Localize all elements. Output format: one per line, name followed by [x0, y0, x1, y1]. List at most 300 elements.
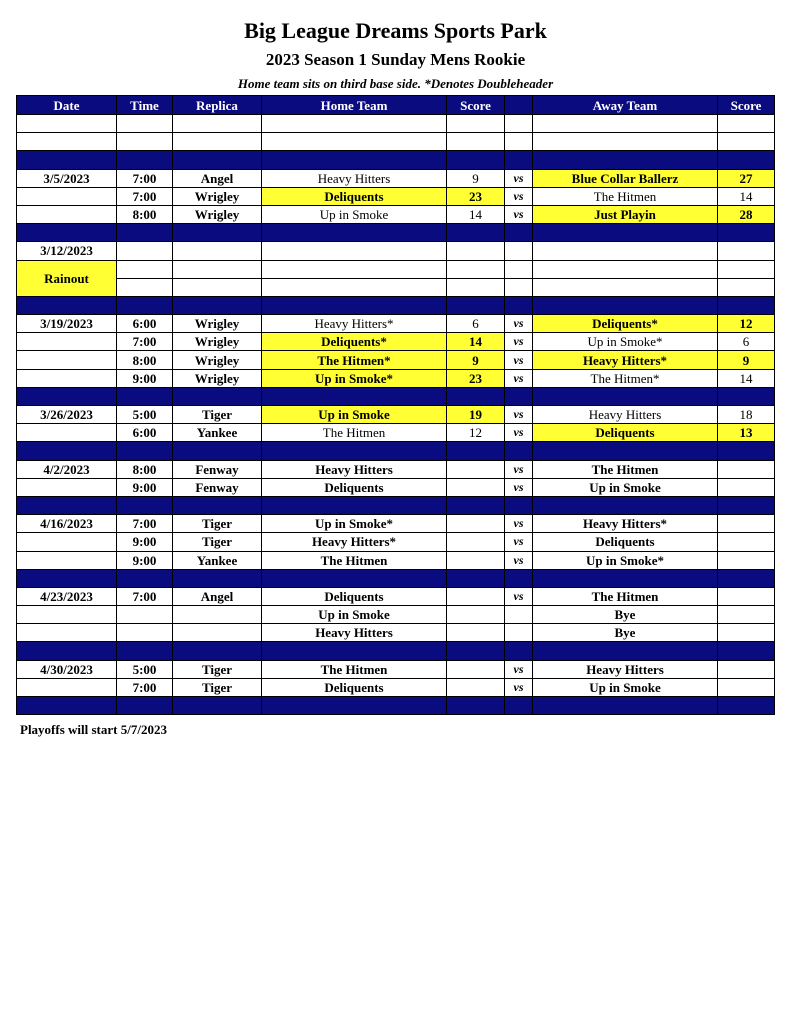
date-cell: [17, 333, 117, 351]
separator-cell: [533, 151, 718, 169]
time-cell: 7:00: [117, 587, 173, 605]
separator-cell: [262, 296, 447, 314]
replica-cell: [173, 278, 262, 296]
separator-cell: [447, 224, 505, 242]
table-row: [17, 278, 775, 296]
table-row: [17, 460, 775, 478]
away-team-cell: Deliquents: [533, 533, 718, 551]
table-row: [17, 533, 775, 551]
separator-row: [17, 387, 775, 405]
time-cell: 6:00: [117, 315, 173, 333]
separator-cell: [173, 496, 262, 514]
column-header: Away Team: [533, 96, 718, 115]
separator-row: [17, 296, 775, 314]
separator-cell: [718, 224, 775, 242]
separator-cell: [173, 642, 262, 660]
home-score-cell: 14: [447, 333, 505, 351]
table-row: [17, 406, 775, 424]
separator-cell: [447, 569, 505, 587]
separator-cell: [117, 442, 173, 460]
separator-cell: [505, 642, 533, 660]
vs-cell: vs: [505, 333, 533, 351]
replica-cell: Wrigley: [173, 369, 262, 387]
vs-cell: [505, 242, 533, 260]
table-row: [17, 660, 775, 678]
time-cell: 9:00: [117, 533, 173, 551]
home-team-cell: The Hitmen*: [262, 351, 447, 369]
home-team-cell: Heavy Hitters: [262, 624, 447, 642]
time-cell: 7:00: [117, 169, 173, 187]
table-row: [17, 369, 775, 387]
replica-cell: Tiger: [173, 660, 262, 678]
home-team-cell: Heavy Hitters: [262, 169, 447, 187]
replica-cell: Tiger: [173, 515, 262, 533]
home-score-cell: 23: [447, 187, 505, 205]
separator-cell: [173, 442, 262, 460]
home-team-cell: [262, 260, 447, 278]
vs-cell: [505, 115, 533, 133]
separator-row: [17, 224, 775, 242]
column-header: [505, 96, 533, 115]
separator-cell: [718, 642, 775, 660]
away-score-cell: 13: [718, 424, 775, 442]
date-cell: 4/30/2023: [17, 660, 117, 678]
away-team-cell: The Hitmen: [533, 460, 718, 478]
vs-cell: vs: [505, 478, 533, 496]
date-cell: [17, 678, 117, 696]
time-cell: [117, 133, 173, 151]
schedule-table: [16, 95, 775, 715]
separator-cell: [718, 387, 775, 405]
separator-row: [17, 642, 775, 660]
separator-cell: [17, 496, 117, 514]
table-row: [17, 315, 775, 333]
table-row: [17, 624, 775, 642]
date-cell: [17, 478, 117, 496]
vs-cell: vs: [505, 551, 533, 569]
separator-cell: [533, 387, 718, 405]
home-score-cell: [447, 460, 505, 478]
date-cell: [17, 606, 117, 624]
away-score-cell: 14: [718, 369, 775, 387]
away-score-cell: 12: [718, 315, 775, 333]
vs-cell: vs: [505, 187, 533, 205]
away-score-cell: [718, 260, 775, 278]
replica-cell: Wrigley: [173, 187, 262, 205]
home-score-cell: [447, 515, 505, 533]
home-team-cell: Deliquents: [262, 678, 447, 696]
time-cell: 7:00: [117, 333, 173, 351]
separator-cell: [117, 697, 173, 715]
vs-cell: vs: [505, 515, 533, 533]
vs-cell: [505, 133, 533, 151]
column-header: Score: [718, 96, 775, 115]
date-cell: [17, 205, 117, 223]
separator-row: [17, 151, 775, 169]
separator-cell: [117, 642, 173, 660]
table-row: [17, 242, 775, 260]
away-team-cell: [533, 133, 718, 151]
vs-cell: vs: [505, 424, 533, 442]
separator-cell: [17, 387, 117, 405]
vs-cell: vs: [505, 678, 533, 696]
vs-cell: vs: [505, 315, 533, 333]
separator-cell: [262, 642, 447, 660]
away-team-cell: The Hitmen: [533, 587, 718, 605]
away-team-cell: [533, 242, 718, 260]
home-score-cell: 19: [447, 406, 505, 424]
replica-cell: [173, 242, 262, 260]
home-score-cell: 9: [447, 169, 505, 187]
schedule-note: Home team sits on third base side. *Denotes Doubleheader: [237, 76, 554, 91]
table-row: [17, 187, 775, 205]
replica-cell: Angel: [173, 587, 262, 605]
time-cell: [117, 242, 173, 260]
separator-cell: [447, 496, 505, 514]
separator-cell: [718, 296, 775, 314]
date-cell: 3/12/2023: [17, 242, 117, 260]
separator-cell: [117, 387, 173, 405]
away-score-cell: 18: [718, 406, 775, 424]
separator-cell: [117, 224, 173, 242]
time-cell: 5:00: [117, 406, 173, 424]
separator-cell: [505, 296, 533, 314]
separator-cell: [533, 496, 718, 514]
away-score-cell: [718, 515, 775, 533]
away-score-cell: 9: [718, 351, 775, 369]
separator-cell: [447, 387, 505, 405]
home-team-cell: [262, 133, 447, 151]
time-cell: 9:00: [117, 478, 173, 496]
table-row: [17, 205, 775, 223]
home-score-cell: 23: [447, 369, 505, 387]
replica-cell: [173, 133, 262, 151]
home-score-cell: [447, 606, 505, 624]
separator-cell: [173, 697, 262, 715]
date-cell: 4/2/2023: [17, 460, 117, 478]
time-cell: 8:00: [117, 351, 173, 369]
vs-cell: [505, 606, 533, 624]
separator-row: [17, 442, 775, 460]
home-score-cell: 14: [447, 205, 505, 223]
separator-cell: [17, 569, 117, 587]
away-team-cell: The Hitmen*: [533, 369, 718, 387]
separator-cell: [117, 296, 173, 314]
separator-cell: [117, 496, 173, 514]
table-row: [17, 260, 775, 278]
column-header: Date: [17, 96, 117, 115]
vs-cell: vs: [505, 169, 533, 187]
date-cell: Rainout: [17, 260, 117, 296]
vs-cell: vs: [505, 587, 533, 605]
home-team-cell: Up in Smoke: [262, 406, 447, 424]
vs-cell: vs: [505, 460, 533, 478]
separator-cell: [505, 224, 533, 242]
date-cell: [17, 115, 117, 133]
away-team-cell: [533, 260, 718, 278]
vs-cell: [505, 260, 533, 278]
separator-cell: [447, 296, 505, 314]
away-team-cell: The Hitmen: [533, 187, 718, 205]
table-row: [17, 587, 775, 605]
home-team-cell: Heavy Hitters: [262, 460, 447, 478]
away-score-cell: [718, 133, 775, 151]
replica-cell: Wrigley: [173, 315, 262, 333]
replica-cell: Tiger: [173, 533, 262, 551]
time-cell: [117, 278, 173, 296]
separator-cell: [262, 387, 447, 405]
away-team-cell: Heavy Hitters*: [533, 515, 718, 533]
column-header: Replica: [173, 96, 262, 115]
column-header: Time: [117, 96, 173, 115]
date-cell: 3/19/2023: [17, 315, 117, 333]
replica-cell: Wrigley: [173, 351, 262, 369]
table-row: [17, 351, 775, 369]
separator-cell: [173, 151, 262, 169]
separator-cell: [117, 151, 173, 169]
separator-cell: [173, 296, 262, 314]
vs-cell: vs: [505, 406, 533, 424]
away-team-cell: Bye: [533, 624, 718, 642]
table-header-row: [17, 96, 775, 115]
separator-cell: [533, 442, 718, 460]
vs-cell: vs: [505, 205, 533, 223]
separator-cell: [718, 569, 775, 587]
home-score-cell: [447, 660, 505, 678]
away-score-cell: [718, 115, 775, 133]
date-cell: [17, 533, 117, 551]
away-team-cell: Heavy Hitters*: [533, 351, 718, 369]
table-row: [17, 678, 775, 696]
time-cell: 7:00: [117, 678, 173, 696]
away-team-cell: Up in Smoke*: [533, 551, 718, 569]
replica-cell: Tiger: [173, 678, 262, 696]
separator-cell: [17, 151, 117, 169]
separator-row: [17, 496, 775, 514]
away-score-cell: [718, 678, 775, 696]
away-team-cell: Up in Smoke*: [533, 333, 718, 351]
away-team-cell: Heavy Hitters: [533, 660, 718, 678]
home-team-cell: [262, 242, 447, 260]
table-row: [17, 478, 775, 496]
date-cell: 4/23/2023: [17, 587, 117, 605]
away-team-cell: Bye: [533, 606, 718, 624]
separator-cell: [718, 151, 775, 169]
home-team-cell: The Hitmen: [262, 424, 447, 442]
table-row: [17, 515, 775, 533]
date-cell: [17, 187, 117, 205]
separator-cell: [262, 496, 447, 514]
home-score-cell: [447, 133, 505, 151]
separator-cell: [533, 224, 718, 242]
home-team-cell: The Hitmen: [262, 660, 447, 678]
home-team-cell: The Hitmen: [262, 551, 447, 569]
column-header: Score: [447, 96, 505, 115]
home-score-cell: [447, 551, 505, 569]
away-score-cell: [718, 587, 775, 605]
home-team-cell: Up in Smoke*: [262, 369, 447, 387]
column-header: Home Team: [262, 96, 447, 115]
home-team-cell: Deliquents: [262, 478, 447, 496]
schedule-body: [17, 115, 775, 715]
away-score-cell: [718, 242, 775, 260]
date-cell: [17, 624, 117, 642]
date-cell: 4/16/2023: [17, 515, 117, 533]
separator-cell: [262, 442, 447, 460]
away-score-cell: 14: [718, 187, 775, 205]
separator-cell: [505, 151, 533, 169]
replica-cell: [173, 624, 262, 642]
away-score-cell: [718, 551, 775, 569]
table-row: [17, 169, 775, 187]
separator-cell: [447, 642, 505, 660]
table-row: [17, 551, 775, 569]
time-cell: 9:00: [117, 551, 173, 569]
home-team-cell: Heavy Hitters*: [262, 533, 447, 551]
separator-cell: [117, 569, 173, 587]
replica-cell: Tiger: [173, 406, 262, 424]
separator-cell: [447, 151, 505, 169]
away-team-cell: Up in Smoke: [533, 678, 718, 696]
separator-cell: [262, 697, 447, 715]
home-score-cell: [447, 278, 505, 296]
playoffs-note: Playoffs will start 5/7/2023: [20, 722, 167, 737]
time-cell: 9:00: [117, 369, 173, 387]
away-score-cell: [718, 624, 775, 642]
vs-cell: [505, 624, 533, 642]
away-team-cell: Just Playin: [533, 205, 718, 223]
time-cell: [117, 115, 173, 133]
home-score-cell: [447, 115, 505, 133]
away-score-cell: [718, 533, 775, 551]
home-team-cell: Heavy Hitters*: [262, 315, 447, 333]
home-team-cell: Deliquents*: [262, 333, 447, 351]
time-cell: 8:00: [117, 205, 173, 223]
separator-cell: [533, 296, 718, 314]
vs-cell: vs: [505, 369, 533, 387]
separator-cell: [17, 697, 117, 715]
separator-cell: [447, 697, 505, 715]
away-score-cell: [718, 478, 775, 496]
separator-cell: [173, 224, 262, 242]
replica-cell: [173, 260, 262, 278]
away-team-cell: Heavy Hitters: [533, 406, 718, 424]
date-cell: [17, 133, 117, 151]
page-title: Big League Dreams Sports Park: [244, 18, 547, 43]
page-subtitle: 2023 Season 1 Sunday Mens Rookie: [265, 50, 526, 69]
home-team-cell: Up in Smoke: [262, 205, 447, 223]
away-team-cell: [533, 115, 718, 133]
home-team-cell: Up in Smoke: [262, 606, 447, 624]
vs-cell: vs: [505, 533, 533, 551]
replica-cell: [173, 606, 262, 624]
time-cell: 6:00: [117, 424, 173, 442]
home-team-cell: [262, 115, 447, 133]
separator-cell: [262, 569, 447, 587]
home-team-cell: Deliquents: [262, 187, 447, 205]
separator-cell: [718, 697, 775, 715]
time-cell: 5:00: [117, 660, 173, 678]
separator-cell: [17, 442, 117, 460]
home-score-cell: [447, 587, 505, 605]
replica-cell: Yankee: [173, 551, 262, 569]
home-team-cell: Up in Smoke*: [262, 515, 447, 533]
home-score-cell: [447, 533, 505, 551]
table-row: [17, 606, 775, 624]
home-score-cell: [447, 678, 505, 696]
vs-cell: [505, 278, 533, 296]
separator-cell: [505, 387, 533, 405]
away-team-cell: Up in Smoke: [533, 478, 718, 496]
separator-cell: [17, 642, 117, 660]
vs-cell: vs: [505, 660, 533, 678]
time-cell: [117, 260, 173, 278]
home-score-cell: [447, 260, 505, 278]
separator-cell: [173, 387, 262, 405]
time-cell: 8:00: [117, 460, 173, 478]
separator-cell: [533, 569, 718, 587]
separator-cell: [718, 496, 775, 514]
away-score-cell: [718, 278, 775, 296]
table-row: [17, 133, 775, 151]
replica-cell: Fenway: [173, 460, 262, 478]
date-cell: [17, 424, 117, 442]
separator-cell: [447, 442, 505, 460]
vs-cell: vs: [505, 351, 533, 369]
away-team-cell: Blue Collar Ballerz: [533, 169, 718, 187]
replica-cell: Yankee: [173, 424, 262, 442]
away-team-cell: [533, 278, 718, 296]
table-row: [17, 333, 775, 351]
separator-cell: [505, 697, 533, 715]
separator-cell: [505, 442, 533, 460]
home-score-cell: 6: [447, 315, 505, 333]
separator-cell: [17, 296, 117, 314]
home-score-cell: [447, 478, 505, 496]
separator-cell: [17, 224, 117, 242]
date-cell: [17, 551, 117, 569]
table-row: [17, 424, 775, 442]
time-cell: [117, 624, 173, 642]
away-score-cell: 27: [718, 169, 775, 187]
home-score-cell: 9: [447, 351, 505, 369]
date-cell: [17, 351, 117, 369]
away-team-cell: Deliquents*: [533, 315, 718, 333]
separator-cell: [533, 642, 718, 660]
home-score-cell: [447, 242, 505, 260]
home-score-cell: [447, 624, 505, 642]
separator-cell: [505, 569, 533, 587]
replica-cell: Fenway: [173, 478, 262, 496]
time-cell: [117, 606, 173, 624]
separator-cell: [173, 569, 262, 587]
table-row: [17, 115, 775, 133]
away-score-cell: [718, 460, 775, 478]
separator-row: [17, 697, 775, 715]
away-score-cell: [718, 606, 775, 624]
away-team-cell: Deliquents: [533, 424, 718, 442]
time-cell: 7:00: [117, 187, 173, 205]
home-score-cell: 12: [447, 424, 505, 442]
time-cell: 7:00: [117, 515, 173, 533]
replica-cell: [173, 115, 262, 133]
date-cell: 3/26/2023: [17, 406, 117, 424]
separator-cell: [718, 442, 775, 460]
date-cell: 3/5/2023: [17, 169, 117, 187]
separator-row: [17, 569, 775, 587]
date-cell: [17, 369, 117, 387]
replica-cell: Wrigley: [173, 333, 262, 351]
